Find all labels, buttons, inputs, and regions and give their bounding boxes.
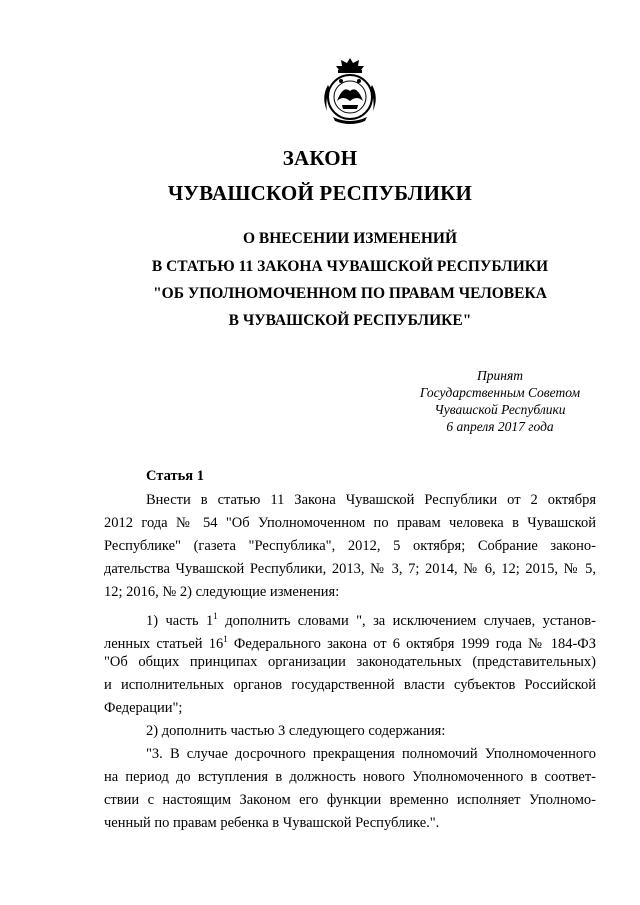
law-title-republic: ЧУВАШСКОЙ РЕСПУБЛИКИ — [167, 181, 473, 205]
law-subject-line: "ОБ УПОЛНОМОЧЕННОМ ПО ПРАВАМ ЧЕЛОВЕКА — [153, 285, 547, 302]
law-subject-line: В СТАТЬЮ 11 ЗАКОНА ЧУВАШСКОЙ РЕСПУБЛИКИ — [151, 258, 549, 275]
body-text-line: на период до вступления в должность нового Уполномоченного в соответ- — [104, 769, 596, 785]
body-text-line: ствии с настоящим Законом его функции временно исполняет Уполномо- — [104, 792, 596, 808]
chuvash-republic-emblem-icon — [317, 55, 383, 127]
superscript-index: 1 — [223, 634, 228, 644]
body-text-line: "Об общих принципах организации законодательных (представительных) — [104, 654, 596, 670]
law-subject-line: О ВНЕСЕНИИ ИЗМЕНЕНИЙ — [242, 230, 457, 247]
body-text-line: 2012 года № 54 "Об Уполномоченном по правам человека в Чувашской — [104, 515, 596, 531]
law-subject-line: В ЧУВАШСКОЙ РЕСПУБЛИКЕ" — [228, 312, 472, 329]
adoption-date: 6 апреля 2017 года — [446, 419, 554, 434]
body-text-line: Федерации"; — [104, 700, 183, 716]
adoption-note-line: Принят — [477, 368, 523, 383]
body-text-line: "3. В случае досрочного прекращения полномочий Уполномоченного — [146, 746, 596, 762]
body-text-line: 2) дополнить частью 3 следующего содержания: — [146, 723, 446, 739]
body-text-line: 1) часть 1$^1$ дополнить словами ", за исключением случаев, установ- — [146, 611, 596, 629]
body-text-line: ленных статьей 16$^1$ Федерального закона от 6 октября 1999 года № 184-ФЗ — [104, 634, 596, 652]
adoption-note-line: Государственным Советом — [419, 385, 581, 400]
adoption-note-line: Чувашской Республики — [434, 402, 566, 417]
body-text-line: и исполнительных органов государственной власти субъектов Российской — [104, 677, 596, 693]
body-text-line: дательства Чувашской Республики, 2013, № 3, 7; 2014, № 6, 12; 2015, № 5, — [104, 561, 596, 577]
body-text-line: Республике" (газета "Республика", 2012, 5 октября; Собрание законо- — [104, 538, 596, 554]
body-text-line: 12; 2016, № 2) следующие изменения: — [104, 584, 340, 600]
law-title: ЗАКОН — [282, 146, 358, 170]
body-text-line: ченный по правам ребенка в Чувашской Республике.". — [104, 815, 440, 831]
article-heading: Статья 1 — [146, 468, 204, 484]
body-text-line: Внести в статью 11 Закона Чувашской Республики от 2 октября — [146, 492, 596, 508]
superscript-index: 1 — [213, 611, 218, 621]
